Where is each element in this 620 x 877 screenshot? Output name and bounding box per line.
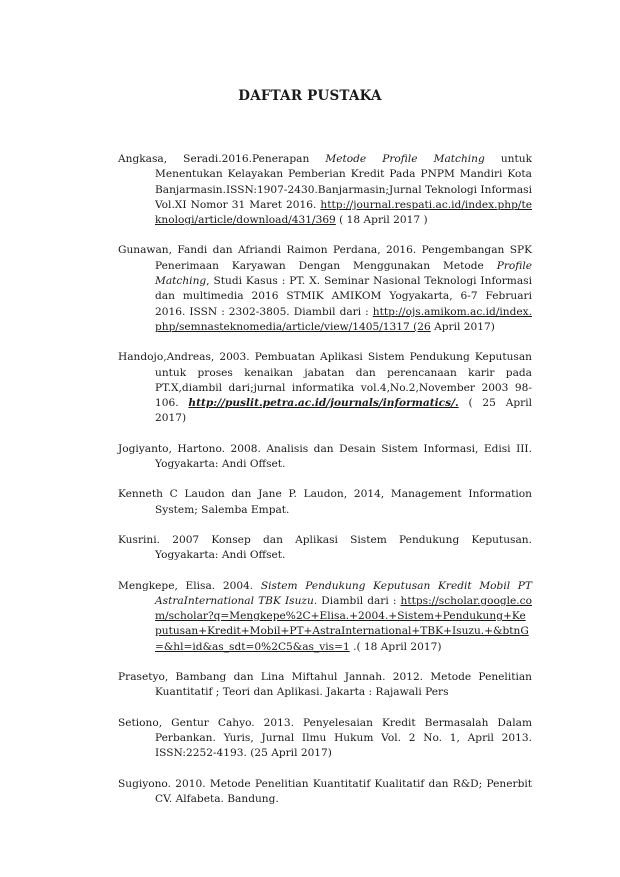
ref-access-date: ( 25 April 2017) — [155, 397, 532, 425]
ref-italic-title: Profile Matching — [155, 259, 532, 288]
ref-url-link[interactable]: http://puslit.petra.ac.id/journals/informatics/. — [188, 397, 459, 410]
ref-text: Sugiyono. 2010. Metode Penelitian Kuantitatif Kualitatif dan R&D; Penerbit CV. Alfabeta. Bandung. — [118, 777, 532, 805]
ref-text: Jogiyanto, Hartono. 2008. Analisis dan Desain Sistem Informasi, Edisi III. Yogyakarta: Andi Offset. — [118, 442, 532, 471]
ref-text: Kusrini. 2007 Konsep dan Aplikasi Sistem Pendukung Keputusan. Yogyakarta: Andi Offset. — [118, 533, 532, 562]
reference-entry — [118, 670, 532, 701]
ref-text: Handojo,Andreas, 2003. Pembuatan Aplikasi Sistem Pendukung Keputusan untuk proses kenaikan jabatan dan perencanaan karir pada PT.X,diambil dari;jurnal informatika vol.4,No.2,November 2003 98-106. — [118, 351, 532, 410]
reference-entry — [118, 442, 532, 473]
ref-text: Diambil dari : — [317, 594, 401, 607]
reference-entry — [118, 716, 532, 762]
ref-italic-title: Metode Profile Matching — [325, 153, 485, 165]
ref-text: Mengkepe, Elisa. 2004. — [118, 579, 261, 592]
ref-text: Setiono, Gentur Cahyo. 2013. Penyelesaian Kredit Bermasalah Dalam Perbankan. Yuris, Jurnal Ilmu Hukum Vol. 2 No. 1, April 2013. ISSN:2252-4193. (25 April 2017) — [118, 716, 532, 760]
reference-entry — [118, 487, 532, 518]
reference-entry — [118, 243, 532, 335]
ref-text: Prasetyo, Bambang dan Lina Miftahul Jannah. 2012. Metode Penelitian Kuantitatif ; Teori dan Aplikasi. Jakarta : Rajawali Pers — [118, 671, 532, 699]
ref-url-link[interactable]: http://journal.respati.ac.id/index.php/teknologi/article/download/431/369 — [155, 198, 532, 227]
reference-entry — [118, 579, 532, 655]
page-title: DAFTAR PUSTAKA — [238, 88, 382, 104]
ref-access-date: .( 18 April 2017) — [349, 640, 442, 653]
ref-italic-title: Sistem Pendukung Keputusan Kredit Mobil PT AstraInternational TBK Isuzu. — [155, 579, 533, 607]
reference-entry — [118, 533, 532, 564]
ref-text: Kenneth C Laudon dan Jane P. Laudon, 2014, Management Information System; Salemba Empat. — [118, 488, 532, 516]
ref-url-link[interactable]: http://ojs.amikom.ac.id/index.php/semnasteknomedia/article/view/1405/1317 (26 — [155, 305, 532, 333]
reference-list — [118, 152, 532, 822]
ref-text: untuk Menentukan Kelayakan Pemberian Kredit Pada PNPM Mandiri Kota Banjarmasin.ISSN:1907-2430.Banjarmasin;Jurnal Teknologi Informasi Vol.XI Nomor 31 Maret 2016. — [155, 153, 533, 211]
ref-text: Gunawan, Fandi dan Afriandi Raimon Perdana, 2016. Pengembangan SPK Penerimaan Karyawan Dengan Menggunakan Metode — [118, 244, 532, 272]
reference-entry — [118, 777, 532, 808]
reference-entry — [118, 152, 532, 228]
ref-text: Angkasa, Seradi.2016.Penerapan — [118, 153, 326, 165]
ref-access-date: April 2017) — [430, 320, 495, 333]
ref-text: , Studi Kasus : PT. X. Seminar Nasional Teknologi Informasi dan multimedia 2016 STMIK AMIKOM Yogyakarta, 6-7 Februari 2016. ISSN : 2302-3805. Diambil dari : — [155, 275, 532, 318]
reference-entry — [118, 350, 532, 426]
ref-url-link[interactable]: https://scholar.google.com/scholar?q=Mengkepe%2C+Elisa.+2004.+Sistem+Pendukung+Keputusan+Kredit+Mobil+PT+AstraInternational+TBK+Isuzu.+&btnG=&hl=id&as_sdt=0%2C5&as_vis=1 — [155, 594, 532, 653]
ref-access-date: ( 18 April 2017 ) — [335, 214, 428, 227]
